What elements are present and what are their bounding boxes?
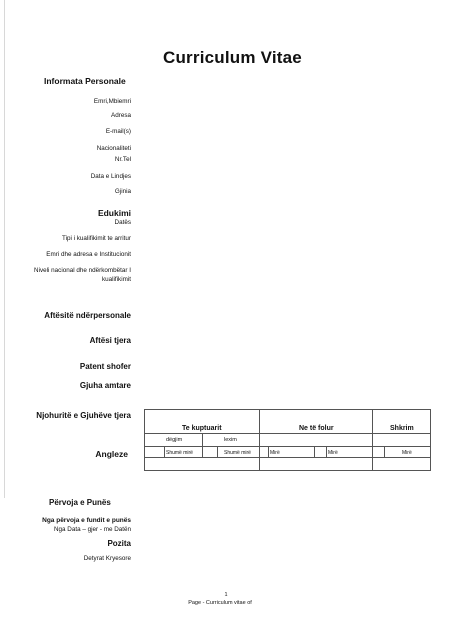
footer-text: Page - Curriculum vitae of — [188, 600, 252, 606]
main-duties-label: Detyrat Kryesore — [83, 555, 131, 562]
experience-heading: Përvoja e Punës — [49, 498, 111, 507]
institution-label: Emri dhe adresa e Institucionit — [46, 251, 131, 258]
speaking-header: Ne të folur — [299, 425, 334, 432]
field-gender-label: Gjinia — [114, 188, 131, 195]
qualification-type-label: Tipi i kualifikimit te arritur — [61, 235, 131, 242]
language-table — [144, 409, 431, 471]
languages-heading: Njohuritë e Gjuhëve tjera — [36, 411, 131, 420]
education-dates-label: Datës — [114, 219, 131, 226]
national-level-label-1: Niveli nacional dhe ndërkombëtar I — [34, 267, 131, 274]
level-writing: Mirë — [402, 450, 412, 456]
latest-experience-label: Nga përvoja e fundit e punës — [42, 517, 131, 524]
level-spoken-interaction: Mirë — [270, 450, 280, 456]
level-reading: Shumë mirë — [224, 450, 251, 456]
education-heading: Edukimi — [97, 208, 131, 218]
listening-subheader: dëgjim — [166, 437, 183, 443]
language-name-english: Angleze — [95, 449, 128, 459]
reading-subheader: lexim — [224, 437, 237, 443]
margin-line — [4, 0, 5, 498]
date-range-label: Nga Data – gjer - me Datën — [54, 526, 131, 533]
field-email-label: E-mail(s) — [105, 128, 131, 135]
level-listening: Shumë mirë — [166, 450, 193, 456]
interpersonal-skills-heading: Aftësitë ndërpersonale — [44, 311, 131, 320]
national-level-label-2: kualifikimit — [101, 276, 131, 283]
position-heading: Pozita — [107, 539, 131, 548]
cv-title: Curriculum Vitae — [163, 48, 302, 67]
personal-info-heading: Informata Personale — [44, 76, 126, 86]
level-spoken-production: Mirë — [328, 450, 338, 456]
driving-license-heading: Patent shofer — [79, 362, 131, 371]
field-nationality-label: Nacionaliteti — [96, 145, 131, 152]
page-number: 1 — [224, 592, 228, 598]
understanding-header: Te kuptuarit — [182, 425, 222, 432]
other-skills-heading: Aftësi tjera — [89, 336, 131, 345]
writing-header: Shkrim — [390, 425, 414, 432]
field-name-label: Emri,Mbiemri — [93, 98, 131, 105]
mother-tongue-heading: Gjuha amtare — [79, 381, 131, 390]
field-phone-label: Nr.Tel — [114, 156, 131, 163]
field-address-label: Adresa — [111, 112, 131, 119]
field-birthdate-label: Data e Lindjes — [90, 173, 131, 180]
